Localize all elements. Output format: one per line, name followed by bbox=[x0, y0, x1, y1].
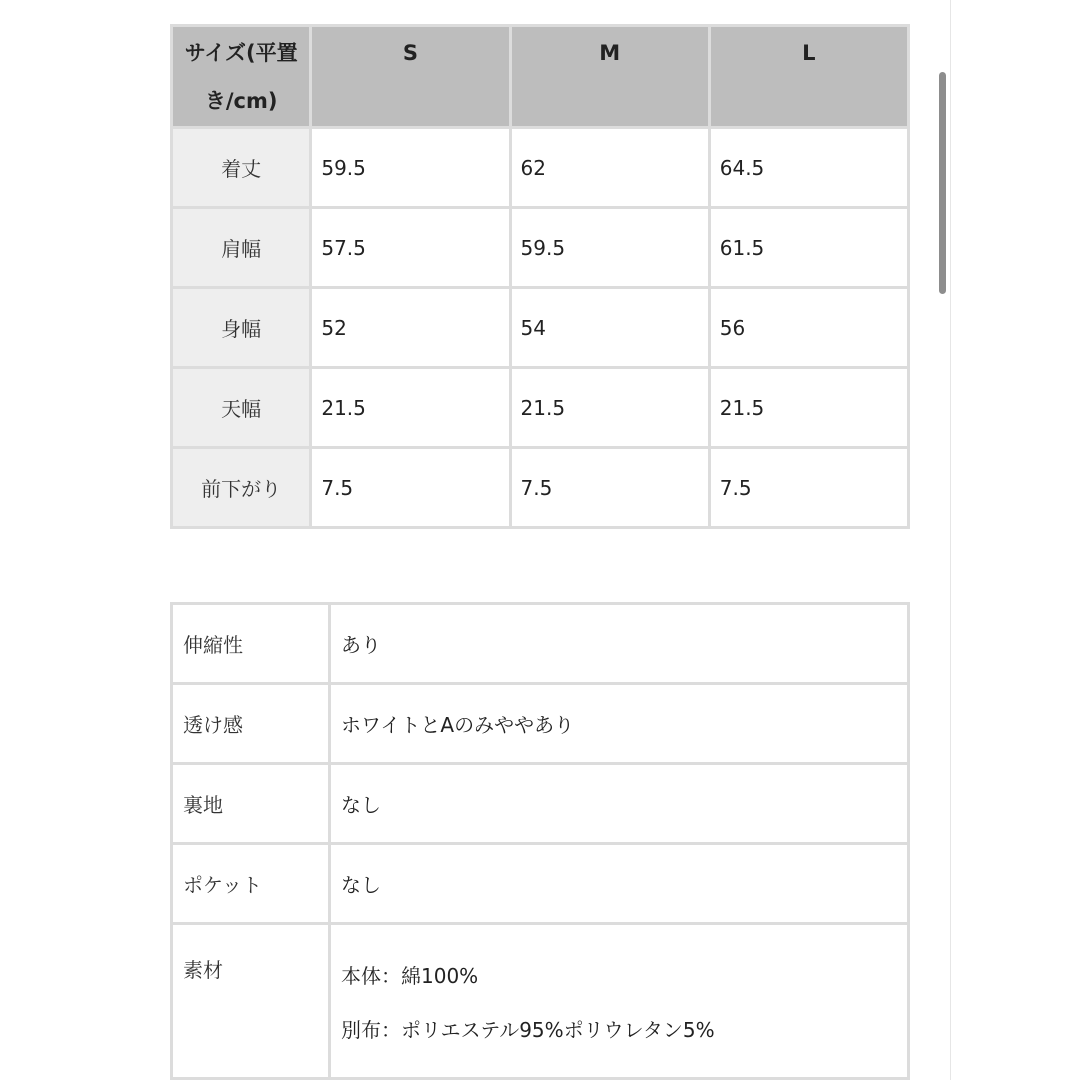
spec-key: 裏地 bbox=[172, 764, 330, 844]
row-label: 肩幅 bbox=[172, 208, 311, 288]
spec-key: 素材 bbox=[172, 924, 330, 1079]
spec-value: ホワイトとAのみややあり bbox=[330, 684, 909, 764]
spec-value: なし bbox=[330, 844, 909, 924]
size-cell: 54 bbox=[510, 288, 709, 368]
size-table bbox=[170, 24, 910, 529]
size-cell: 56 bbox=[709, 288, 908, 368]
size-cell: 21.5 bbox=[510, 368, 709, 448]
size-cell: 21.5 bbox=[311, 368, 510, 448]
spec-row-stretch bbox=[172, 604, 909, 684]
spec-row-lining bbox=[172, 764, 909, 844]
size-table-header-row bbox=[172, 26, 909, 128]
spec-row-sheerness bbox=[172, 684, 909, 764]
spec-table bbox=[170, 602, 910, 1080]
size-corner-label: サイズ(平置 き/cm) bbox=[172, 26, 311, 128]
size-cell: 21.5 bbox=[709, 368, 908, 448]
size-cell: 52 bbox=[311, 288, 510, 368]
spec-value: あり bbox=[330, 604, 909, 684]
row-label: 前下がり bbox=[172, 448, 311, 528]
size-cell: 64.5 bbox=[709, 128, 908, 208]
spec-value bbox=[330, 924, 909, 1079]
size-cell: 57.5 bbox=[311, 208, 510, 288]
material-line-main: 本体：綿100% bbox=[341, 964, 479, 988]
size-cell: 59.5 bbox=[510, 208, 709, 288]
size-row-front-drop bbox=[172, 448, 909, 528]
size-cell: 7.5 bbox=[311, 448, 510, 528]
size-row-neck-width bbox=[172, 368, 909, 448]
size-header-l: L bbox=[709, 26, 908, 128]
spec-value: なし bbox=[330, 764, 909, 844]
scrollbar-thumb[interactable] bbox=[939, 72, 946, 294]
material-line-sub: 別布：ポリエステル95%ポリウレタン5% bbox=[341, 1018, 715, 1042]
size-cell: 7.5 bbox=[709, 448, 908, 528]
spec-key: ポケット bbox=[172, 844, 330, 924]
size-row-shoulder bbox=[172, 208, 909, 288]
spec-key: 透け感 bbox=[172, 684, 330, 764]
size-header-m: M bbox=[510, 26, 709, 128]
size-header-s: S bbox=[311, 26, 510, 128]
size-cell: 59.5 bbox=[311, 128, 510, 208]
row-label: 着丈 bbox=[172, 128, 311, 208]
divider bbox=[950, 0, 951, 1080]
size-row-body-width bbox=[172, 288, 909, 368]
spec-key: 伸縮性 bbox=[172, 604, 330, 684]
spec-row-pocket bbox=[172, 844, 909, 924]
row-label: 天幅 bbox=[172, 368, 311, 448]
size-cell: 7.5 bbox=[510, 448, 709, 528]
size-cell: 61.5 bbox=[709, 208, 908, 288]
size-cell: 62 bbox=[510, 128, 709, 208]
size-row-length bbox=[172, 128, 909, 208]
spec-row-material bbox=[172, 924, 909, 1079]
row-label: 身幅 bbox=[172, 288, 311, 368]
